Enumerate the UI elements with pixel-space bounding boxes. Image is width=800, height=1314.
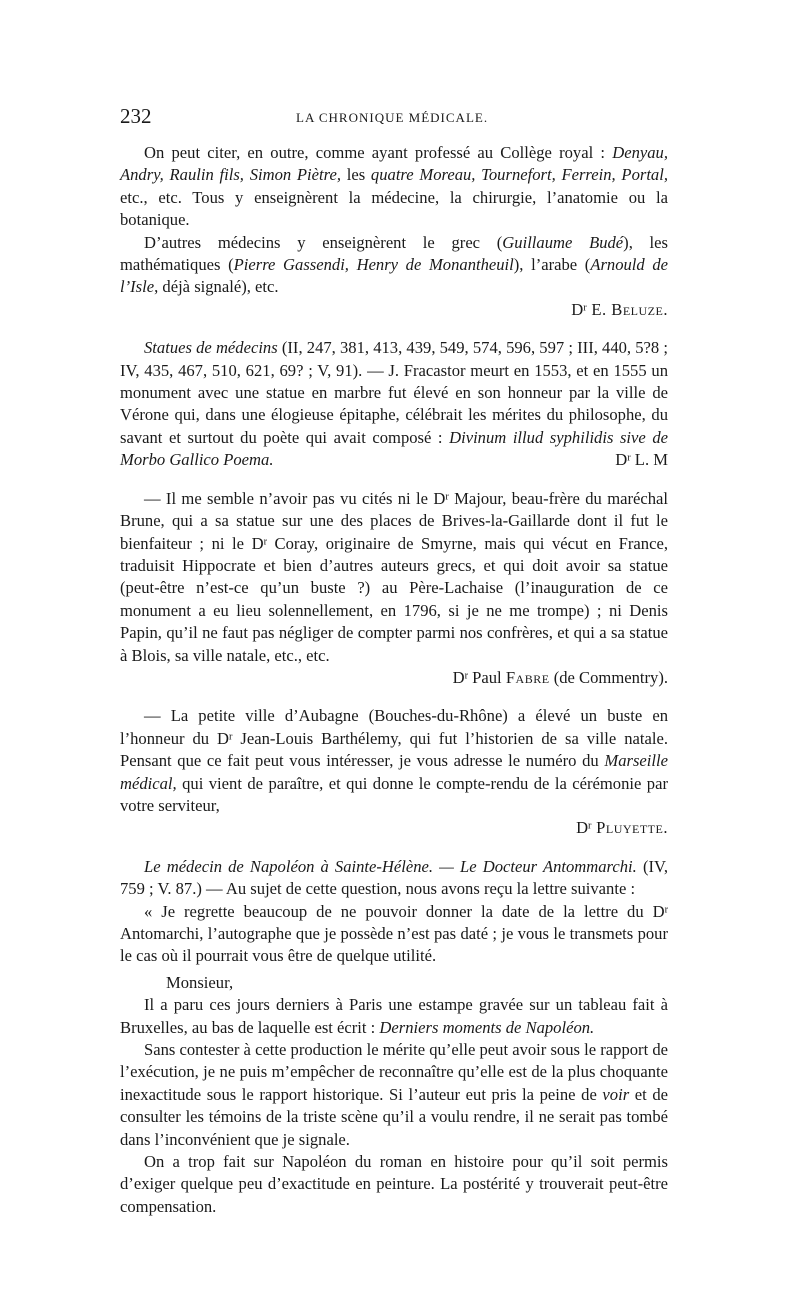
letter-paragraph-2: Sans contester à cette production le mérite qu’elle peut avoir sous le rapport de l’exécution, je ne puis m’empêcher de reconnaître qu’elle est de la plus choquante inexactitude sous le rapport historique. Si l’auteur eut pris la peine de voir et de consulter les témoins de la triste scène qu’il a voulu rendre, il ne serait pas tombé dans l’inconvénient que je signale. — [120, 1040, 668, 1149]
paragraph-quote: « Je regrette beaucoup de ne pouvoir donner la date de la lettre du $D^r$ Antomarchi, l’autographe que je possède n’est pas daté ; je vous le transmets pour le cas où il pourrait vous être de quelque utilité. — [120, 901, 668, 966]
letter-paragraph-1: Il a paru ces jours derniers à Paris une estampe gravée sur un tableau fait à Bruxelles, au bas de laquelle est écrit : Derniers moments de Napoléon. — [120, 995, 668, 1037]
letter-paragraph-3: On a trop fait sur Napoléon du roman en histoire pour qu’il soit permis d’exiger quelque peu d’exactitude en peinture. La postérité y trouverait peut-être compensation. — [120, 1152, 668, 1216]
letter-salutation: Monsieur, — [166, 972, 234, 992]
paragraph-antommarchi: Le médecin de Napoléon à Sainte-Hélène. — Le Docteur Antommarchi. (IV, 759 ; V. 87.) — Au sujet de cette question, nous avons reçu la lettre suivante : — [120, 856, 668, 899]
signature-pluyette: $D^r$ Pluyette. — [576, 818, 668, 838]
signature-beluze: $D^r$ E. Beluze. — [571, 299, 668, 319]
body-text — [120, 142, 668, 1218]
page-number: 232 — [120, 104, 152, 128]
signature-fabre: $D^r$ Paul Fabre (de Commentry). — [452, 667, 668, 687]
paragraph-aubagne: — La petite ville d’Aubagne (Bouches-du-Rhône) a élevé un buste en l’honneur du $D^r$ Jean-Louis Barthélemy, qui fut l’historien de sa ville natale. Pensant que ce fait peut vous intéresser, je vous adresse le numéro du Marseille médical, qui vient de paraître, et qui donne le compte-rendu de la cérémonie par votre serviteur, — [120, 706, 668, 815]
paragraph-statues: Statues de médecins (II, 247, 381, 413, 439, 549, 574, 596, 597 ; III, 440, 5?8 ; IV, 435, 467, 510, 621, 69? ; V, 91). — J. Fracastor meurt en 1553, et en 1555 un monument avec une statue en marbre fut élevé en son honneur par la ville de Vérone qui, dans une élogieuse épitaphe, célébrait les mérites du philosophe, du savant et surtout du poète qui avait composé : Divinum illud syphilidis sive de Morbo Gallico Poema. — [120, 338, 669, 470]
paragraph-majour: — Il me semble n’avoir pas vu cités ni le $D^r$ Majour, beau-frère du maréchal Brune, qui a sa statue sur une des places de Brives-la-Gaillarde dont il fut le bienfaiteur ; ni le $D^r$ Coray, originaire de Smyrne, mais qui vécut en France, traduisit Hippocrate et bien d’autres auteurs grecs, et qui doit avoir sa statue (peut-être n’est-ce qu’un buste ?) au Père-Lachaise (l’inauguration de ce monument a eu lieu solennellement, en 1796, si je ne me trompe) ; ni Denis Papin, qu’il ne faut pas négliger de compter parmi nos confrères, et qui a sa statue à Blois, sa ville natale, etc., etc. — [120, 488, 668, 665]
paragraph-autres-medecins: D’autres médecins y enseignèrent le grec (Guillaume Budé), les mathématiques (Pierre Gassendi, Henry de Monantheuil), l’arabe (Arnould de l’Isle, déjà signalé), etc. — [120, 232, 668, 297]
running-title: LA CHRONIQUE MÉDICALE. — [296, 110, 489, 125]
page-header — [120, 104, 668, 130]
signature-lm: $D^r$ L. M — [615, 450, 668, 470]
paragraph-college-royal: On peut citer, en outre, comme ayant professé au Collège royal : Denyau, Andry, Raulin fils, Simon Piètre, les quatre Moreau, Tournefort, Ferrein, Portal, etc., etc. Tous y enseignèrent la médecine, la chirurgie, l’anatomie ou la botanique. — [120, 143, 668, 230]
